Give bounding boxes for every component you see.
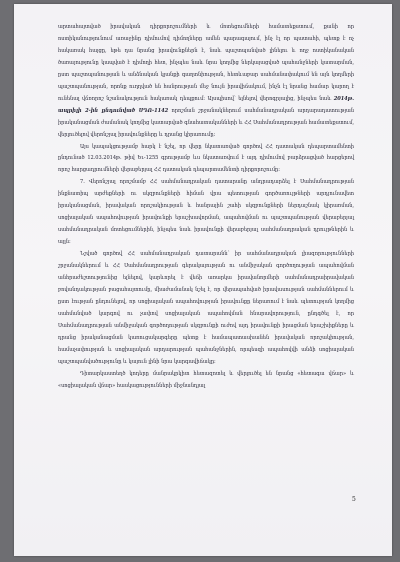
paragraph-2: Այս կապակցությամբ հարկ է նշել, որ վերը նկատառված գործով ՀՀ դատական դեպարտամենտի ընդունած 12.03.2014թ. թիվ Եւ-1255 գրությամբ ևս նկատառվում է այդ դիմումով բարձրացված հարցերով որոշ հարցադրումների վերաբերյալ ՀՀ դատական դեպարտամենտի դիրքորոշումը։: [58, 143, 354, 174]
paragraph-1-start: արտահայտված իրավական դիրքորոշումների և մոտեցումների համատեքստում, քանի որ ոստիկանությունում առաջինը դիմումով դիմողները ամեն պարագայում, ինչ էլ որ պատահի, պետք է ոչ հակառակ հայցը, եթե դա նրանց իրավունքներն է, նաև պաշտպանված լինելու և ողջ ոստիկանական ծառայությունը կապված է դիմողի հետ, ինչպես նաև նրա կողմից ներկայացված պահանջների կատարման, ըստ պաշտպանության և անձնական կյանքի գաղտնիության, հետևաբար սահմանափակում են այն կողմերի պաշտպանության, որոնք ուղղված են հանրության մեջ նույն իրավիճակում, ինչն էլ նրանց համար կարող է ունենալ վճռորոշ նշանակություն հակառակ դեպքում։ Այսպիսով՝ ելնելով վերոգրյալից, ինչպես նաև: [58, 24, 354, 102]
paragraph-5: Դիտարկաստեղծ կոդերը մանրակրկիտ հետազոտել և վերլուծել են նրանց «հետագա վճար» և «սոցիալական վճար» հասկացությունների միջնանդյալ: [58, 370, 354, 389]
paragraph-4: Նշված գործով ՀՀ սահմանադրական դատարանն՝ իր սահմանադրական լիազորությունների շրջանակներում և ՀՀ Սահմանադրության գերակայության ու անմիջական գործողության ապահովման անհրաժեշտությունից ելնելով, կարևորել է վեճի առարկա իրավանորմերի սահմանադրաիրավական բովանդակության բացահայտումը, միաժամանակ նշել է, որ վերապահված իրավասության սահմաններում և ըստ էության ընդունելով, որ սոցիալական ապահովության իրավունքը ներառում է նաև պետության կողմից սահմանված կարգով ու չափով սոցիալական ապահովման հնարավորություն, ընդգծել է, որ Սահմանադրության անմիջական գործողության սկզբունքի ուժով այդ իրավունքի իրացման երաշխիքները և դրանց իրականացման կառուցակարգերը պետք է համապատասխանեն իրավական որոշակիության, համաչափության և սոցիալական արդարության պահանջներին, որպեսզի ապահովվի անձի սոցիալական պաշտպանվածությունը և կայուն լինի նրա կարգավիճակը։: [58, 251, 354, 365]
page-number: 5: [352, 496, 356, 503]
document-body: [58, 22, 354, 393]
paragraph-3: 7. Վերոնշյալ որոշմամբ ՀՀ սահմանադրական դատարանը անդրադարձել է Սահմանադրության ինքնատիպ արժեքների ու սկզբունքների հիման վրա պետության գործառույթների արդյունավետ իրականացման, իրավական որոշակիության և հանրային շահի սկզբունքների ներդաշնակ կիրառման, սոցիալական ապահովության իրավունքի երաշխավորման, ապահովման ու պաշտպանության վերաբերյալ սահմանադրական մոտեցումներին, ինչպես նաև իրավունքի վերաբերյալ սահմանադրական դրույթներին և այլն։: [58, 179, 354, 246]
decision-reference: 2014թ. ապրիլի 2-ին ընդունված ՍԴՈ-1142: [58, 95, 354, 114]
paragraph-1: [58, 22, 354, 142]
document-page: [14, 4, 392, 556]
paragraph-1-end: որոշման շրջանակներում սահմանադրական արդարադատության իրականացման ժամանակ կողմից կատարված գնահատականների և ՀՀ Սահմանադրության համատեքստում, վերլուծելով վերոնշյալ իրավունքները և դրանց կիրառումը։: [58, 107, 354, 138]
